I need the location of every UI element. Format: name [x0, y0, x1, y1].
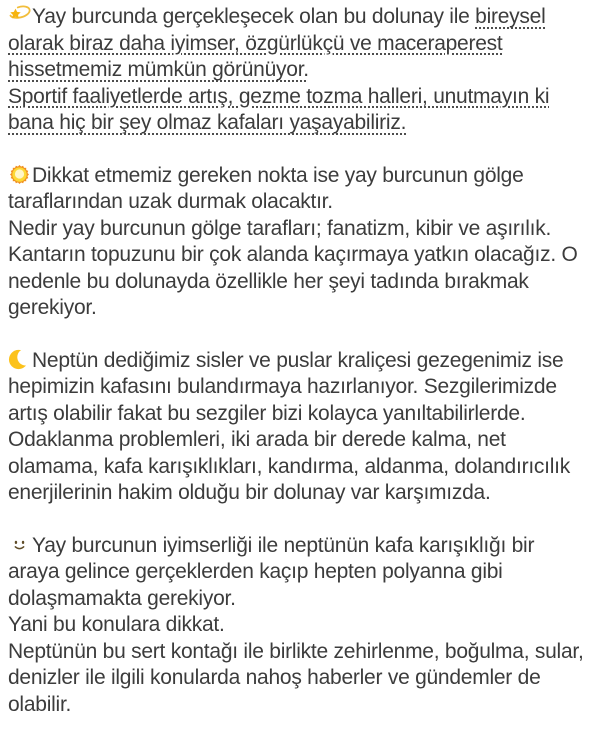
sun-icon: [8, 163, 31, 186]
crescent-moon-icon: [8, 348, 31, 371]
sentence: Dikkat etmemiz gereken nokta ise yay burcunun gölge taraflarından uzak durmak olacaktır.: [8, 163, 524, 213]
dizzy-star-icon: [8, 4, 31, 27]
sentence: Yay burcunun iyimserliği ile neptünün kafa karışıklığı bir araya gelince gerçeklerden kaçıp hepten polyanna gibi dolaşmamakta gerekiyor.: [8, 533, 535, 610]
underlined-sentence: Sportif faaliyetlerde artış, gezme tozma halleri, unutmayın ki bana hiç bir şey olmaz kafaları yaşayabiliriz.: [8, 84, 550, 134]
sentence: Neptünün bu sert kontağı ile birlikte zehirlenme, boğulma, sular, denizler ile ilgili konularda nahoş haberler ve gündemler de olabilir.: [8, 639, 584, 716]
smiling-face-icon: [8, 533, 31, 556]
sentence: Yani bu konulara dikkat.: [8, 613, 225, 636]
sentence: Neptün dediğimiz sisler ve puslar kraliçesi gezegenimiz ise hepimizin kafasını bulandırmaya hazırlanıyor. Sezgilerimizde artış olabilir fakat bu sezgiler bizi kolayca yanıltabilirlerde. Odaklanma problemleri, iki arada bir derede kalma, net olamama, kafa karışıklıkları, kandırma, aldanma, dolandırıcılık enerjilerinin hakim olduğu bir dolunay var karşımızda.: [8, 348, 570, 504]
paragraph: [8, 4, 590, 137]
paragraph-list: [8, 4, 590, 718]
paragraph: [8, 533, 590, 719]
sentence: Yay burcunda gerçekleşecek olan bu dolunay ile: [32, 5, 476, 28]
underlined-sentence: bireysel olarak biraz daha iyimser, özgürlükçü ve maceraperest hissetmemiz mümkün görünüyor.: [8, 5, 546, 81]
paragraph: [8, 163, 590, 322]
paragraph: [8, 348, 590, 507]
sentence: Nedir yay burcunun gölge tarafları; fanatizm, kibir ve aşırılık.: [8, 216, 552, 240]
sentence: Kantarın topuzunu bir çok alanda kaçırmaya yatkın olacağız. O nedenle bu dolunayda özellikle her şeyi tadında bırakmak gerekiyor.: [8, 243, 578, 319]
